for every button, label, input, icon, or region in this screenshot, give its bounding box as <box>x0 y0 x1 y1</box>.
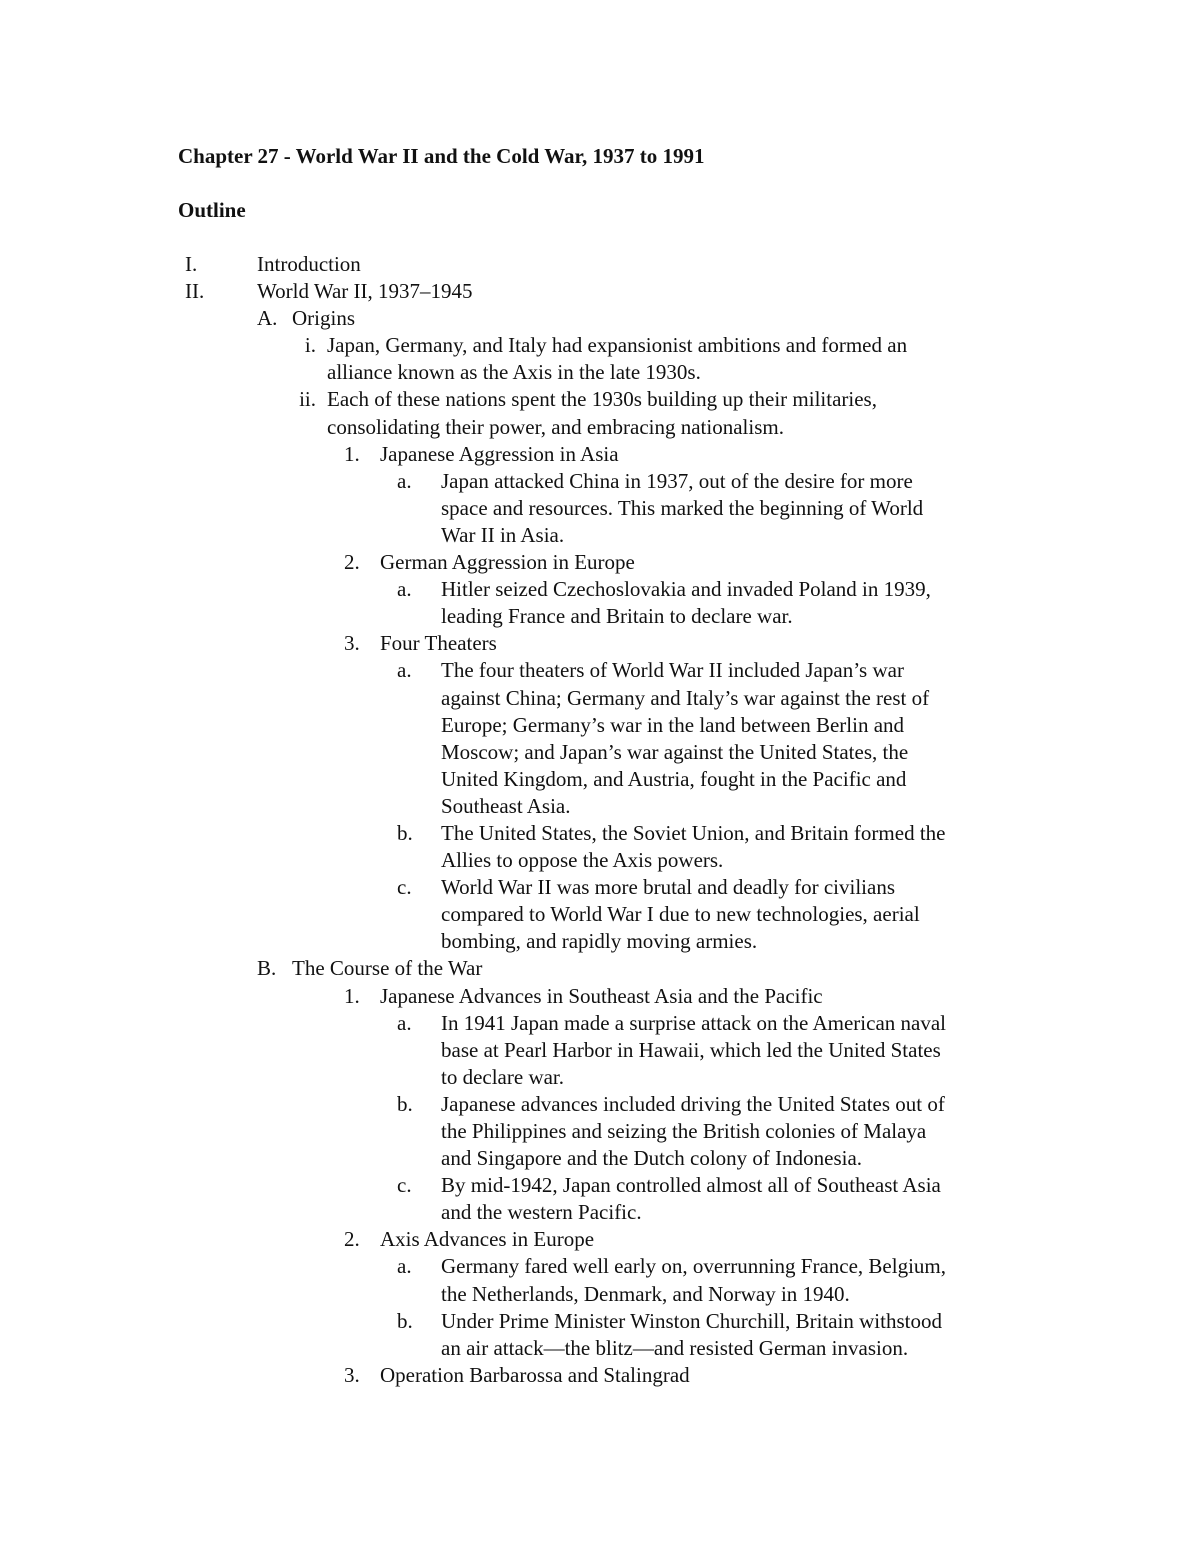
outline-continuation <box>0 522 1200 549</box>
outline-marker: 1. <box>344 983 360 1008</box>
outline-text: and Singapore and the Dutch colony of Indonesia. <box>441 1146 863 1171</box>
outline-text: Hitler seized Czechoslovakia and invaded Poland in 1939, <box>441 577 931 602</box>
outline-text: Under Prime Minister Winston Churchill, Britain withstood <box>441 1308 942 1333</box>
outline-marker: ii. <box>299 387 316 412</box>
outline-marker: c. <box>397 1173 412 1198</box>
outline-marker: 3. <box>344 631 360 656</box>
outline-marker: i. <box>304 333 316 358</box>
outline-text: United Kingdom, and Austria, fought in the Pacific and <box>441 766 907 791</box>
outline-text: bombing, and rapidly moving armies. <box>441 929 758 954</box>
outline-text: Four Theaters <box>380 631 497 656</box>
outline-item <box>0 657 1200 684</box>
outline-marker: a. <box>397 577 412 602</box>
outline-text: Germany fared well early on, overrunning France, Belgium, <box>441 1254 946 1279</box>
outline-continuation <box>0 414 1200 441</box>
outline-item <box>0 630 1200 657</box>
outline-text: an air attack—the blitz—and resisted German invasion. <box>441 1335 909 1360</box>
outline-text: compared to World War I due to new technologies, aerial <box>441 902 920 927</box>
outline-text: leading France and Britain to declare war. <box>441 604 793 629</box>
outline-continuation <box>0 766 1200 793</box>
outline-text: In 1941 Japan made a surprise attack on the American naval <box>441 1010 946 1035</box>
outline-item <box>0 332 1200 359</box>
outline-marker: 2. <box>344 550 360 575</box>
outline-continuation <box>0 1037 1200 1064</box>
outline-text: Europe; Germany’s war in the land between Berlin and <box>441 712 905 737</box>
outline-text: Japanese advances included driving the United States out of <box>441 1091 945 1116</box>
outline-continuation <box>0 1064 1200 1091</box>
outline-continuation <box>0 359 1200 386</box>
outline-continuation <box>0 901 1200 928</box>
outline-text: Moscow; and Japan’s war against the United States, the <box>441 739 909 764</box>
outline-text: German Aggression in Europe <box>380 550 635 575</box>
outline-text: The Course of the War <box>292 956 483 981</box>
outline-continuation <box>0 928 1200 955</box>
outline-text: space and resources. This marked the beginning of World <box>441 495 924 520</box>
outline-marker: A. <box>257 306 278 331</box>
outline-text: base at Pearl Harbor in Hawaii, which led the United States <box>441 1037 941 1062</box>
outline-text: consolidating their power, and embracing nationalism. <box>327 414 784 439</box>
outline-text: against China; Germany and Italy’s war against the rest of <box>441 685 930 710</box>
outline-continuation <box>0 495 1200 522</box>
outline-marker: a. <box>397 1010 412 1035</box>
outline-text: the Philippines and seizing the British colonies of Malaya <box>441 1119 927 1143</box>
outline-marker: b. <box>397 1091 413 1116</box>
outline-continuation <box>0 847 1200 874</box>
outline-text: World War II, 1937–1945 <box>257 279 473 304</box>
outline-text: The United States, the Soviet Union, and Britain formed the <box>441 820 946 845</box>
outline-text: Operation Barbarossa and Stalingrad <box>380 1362 690 1387</box>
outline-item <box>0 1253 1200 1280</box>
outline-item <box>0 468 1200 495</box>
outline-text: By mid-1942, Japan controlled almost all of Southeast Asia <box>441 1173 941 1198</box>
outline-item <box>0 576 1200 603</box>
outline-continuation <box>0 1199 1200 1226</box>
outline-continuation <box>0 603 1200 630</box>
outline-marker: c. <box>397 875 412 900</box>
outline-marker: b. <box>397 820 413 845</box>
outline-item <box>0 549 1200 576</box>
outline-marker: II. <box>185 279 205 304</box>
outline-text: Allies to oppose the Axis powers. <box>441 848 724 873</box>
outline-item <box>0 441 1200 468</box>
outline-marker: b. <box>397 1308 413 1333</box>
outline-continuation <box>0 712 1200 739</box>
outline-item <box>0 278 1200 305</box>
outline-text: Each of these nations spent the 1930s building up their militaries, <box>327 387 877 412</box>
outline-text: alliance known as the Axis in the late 1930s. <box>327 360 701 385</box>
outline-text: The four theaters of World War II included Japan’s war <box>441 658 904 683</box>
outline-item <box>0 1091 1200 1118</box>
outline-text: to declare war. <box>441 1064 565 1089</box>
outline-marker: a. <box>397 468 412 493</box>
outline-marker: 2. <box>344 1227 360 1252</box>
outline-marker: 3. <box>344 1362 360 1387</box>
outline-continuation <box>0 793 1200 820</box>
outline-item <box>0 386 1200 413</box>
outline-continuation <box>0 1145 1200 1172</box>
outline-text: Japanese Aggression in Asia <box>380 441 619 466</box>
outline-item <box>0 874 1200 901</box>
outline-text: Introduction <box>257 252 361 276</box>
outline-marker: I. <box>185 252 198 276</box>
outline-item <box>0 1172 1200 1199</box>
outline-text: Axis Advances in Europe <box>380 1227 595 1252</box>
outline-text: Origins <box>292 306 355 331</box>
outline-item <box>0 820 1200 847</box>
outline-heading: Outline <box>178 198 246 222</box>
page-title: Chapter 27 - World War II and the Cold War, 1937 to 1991 <box>178 144 705 168</box>
outline-text: Japan attacked China in 1937, out of the desire for more <box>441 468 913 493</box>
outline-item <box>0 305 1200 332</box>
outline-marker: B. <box>257 956 277 981</box>
outline-item <box>0 1226 1200 1253</box>
outline-continuation <box>0 1335 1200 1362</box>
outline-item <box>0 983 1200 1010</box>
outline-text: Southeast Asia. <box>441 793 571 818</box>
outline-text: Japanese Advances in Southeast Asia and the Pacific <box>380 983 823 1008</box>
outline-item <box>0 955 1200 982</box>
outline-list <box>0 251 1200 1389</box>
outline-text: War II in Asia. <box>441 522 565 547</box>
outline-item <box>0 251 1200 278</box>
outline-item <box>0 1362 1200 1389</box>
outline-marker: a. <box>397 1254 412 1279</box>
outline-text: Japan, Germany, and Italy had expansionist ambitions and formed an <box>327 333 908 358</box>
outline-text: the Netherlands, Denmark, and Norway in 1940. <box>441 1281 850 1306</box>
outline-item <box>0 1308 1200 1335</box>
outline-text: World War II was more brutal and deadly for civilians <box>441 875 896 900</box>
outline-continuation <box>0 739 1200 766</box>
outline-continuation <box>0 1281 1200 1308</box>
outline-marker: 1. <box>344 441 360 466</box>
outline-continuation <box>0 1118 1200 1145</box>
outline-continuation <box>0 685 1200 712</box>
outline-marker: a. <box>397 658 412 683</box>
outline-text: and the western Pacific. <box>441 1200 642 1225</box>
outline-item <box>0 1010 1200 1037</box>
